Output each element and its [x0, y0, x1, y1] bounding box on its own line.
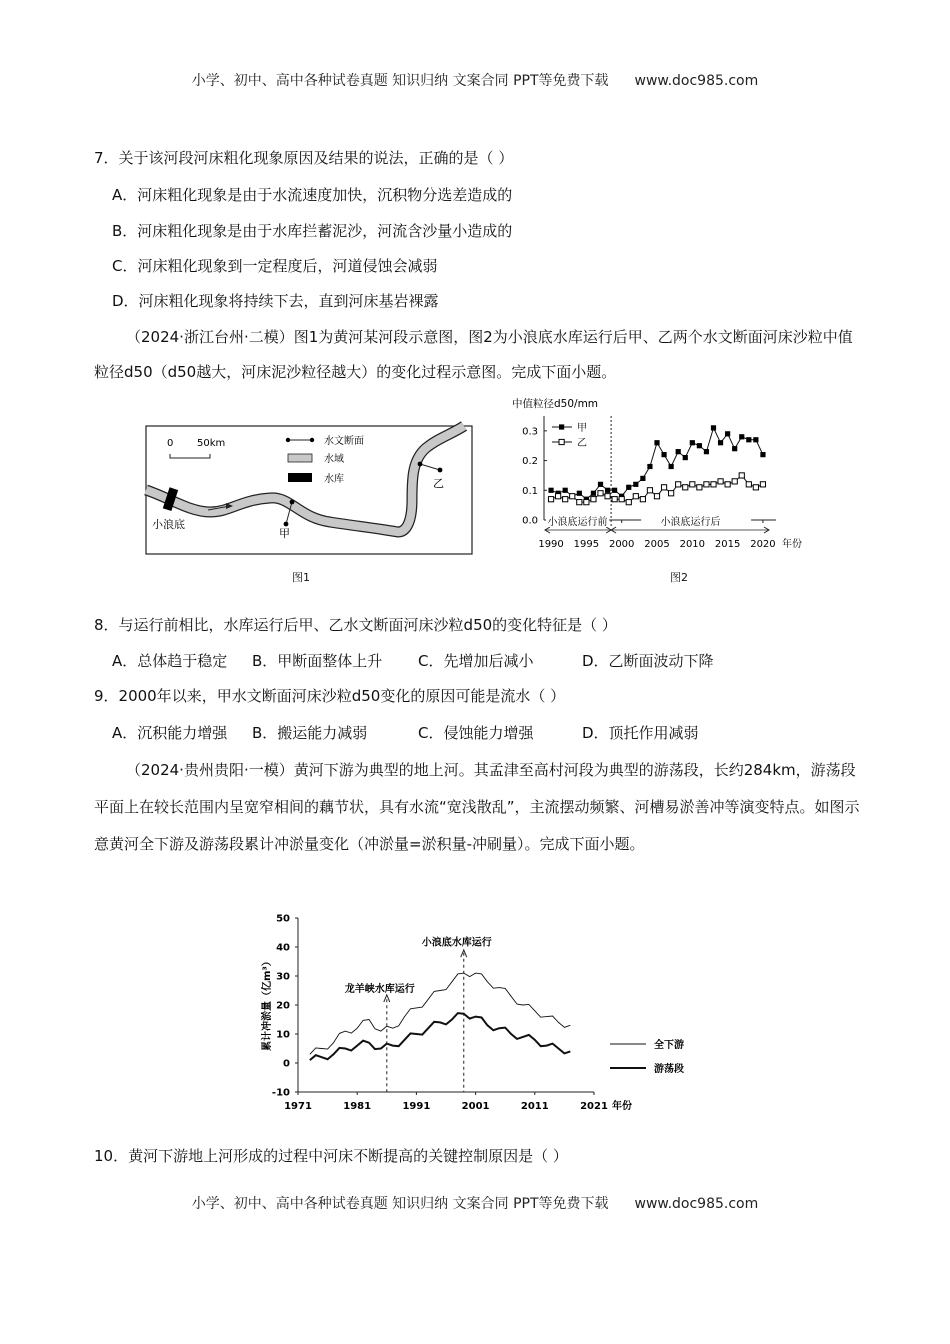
fig2-point-yi	[753, 485, 758, 490]
fig2-point-yi	[640, 497, 645, 502]
fig3-annotation-dam2: 小浪底水库运行	[421, 937, 492, 949]
fig3-x-tick-label: 2021	[580, 1101, 608, 1112]
fig2-point-jia	[704, 449, 709, 454]
fig2-point-yi	[626, 500, 631, 505]
fig2-point-jia	[676, 449, 681, 454]
fig2-point-yi	[718, 479, 723, 484]
fig2-y-tick-label: 0.3	[522, 426, 538, 438]
q9-stem: 9．2000年以来，甲水文断面河床沙粒d50变化的原因可能是流水（ ）	[94, 687, 566, 705]
legend-station: 水文断面	[324, 436, 364, 447]
figure-1-map	[140, 420, 480, 560]
fig2-x-tick-label: 2000	[608, 539, 635, 550]
fig2-point-yi	[683, 485, 688, 490]
fig2-x-tick-label: 1990	[538, 539, 564, 550]
fig2-period-after: 小浪底运行后	[660, 517, 721, 528]
fig3-legend-label: 游荡段	[654, 1064, 684, 1075]
fig2-point-jia	[661, 452, 666, 457]
fig2-point-yi	[584, 500, 589, 505]
fig2-point-yi	[711, 482, 716, 487]
fig2-point-yi	[570, 494, 575, 499]
dam-label: 小浪底	[152, 518, 185, 531]
q7-option-d[interactable]: D．河床粗化现象将持续下去，直到河床基岩裸露	[112, 292, 439, 310]
q10-stem: 10．黄河下游地上河形成的过程中河床不断提高的关键控制原因是（ ）	[94, 1147, 568, 1165]
q8-option-a[interactable]: A．总体趋于稳定	[112, 652, 228, 670]
figure-2-caption: 图2	[670, 571, 688, 584]
fig2-point-yi	[732, 479, 737, 484]
fig2-point-yi	[690, 482, 695, 487]
scale-label: 50km	[197, 438, 226, 449]
q8-option-d[interactable]: D．乙断面波动下降	[582, 652, 714, 670]
fig3-x-tick-label: 1991	[402, 1101, 431, 1112]
station-jia-label: 甲	[279, 527, 290, 540]
fig2-point-yi	[697, 485, 702, 490]
footer-url[interactable]: www.doc985.com	[634, 1196, 759, 1212]
fig2-point-yi	[669, 491, 674, 496]
fig2-point-yi	[563, 497, 568, 502]
q8-option-c[interactable]: C．先增加后减小	[418, 652, 534, 670]
fig2-point-jia	[563, 488, 568, 493]
station-jia	[284, 522, 289, 527]
q8-stem: 8．与运行前相比，水库运行后甲、乙水文断面河床沙粒d50的变化特征是（ ）	[94, 616, 617, 634]
q8-option-b[interactable]: B．甲断面整体上升	[252, 652, 383, 670]
fig2-point-jia	[605, 488, 610, 493]
fig2-point-yi	[647, 488, 652, 493]
fig2-point-jia	[548, 488, 553, 493]
fig2-point-yi	[661, 485, 666, 490]
fig2-point-yi	[739, 473, 744, 478]
fig2-legend-label: 乙	[577, 438, 587, 449]
intro-paragraph-2: （2024·贵州贵阳·一模）黄河下游为典型的地上河。其孟津至高村河段为典型的游荡段，长约284km，游荡段平面上在较长范围内呈宽窄相间的藕节状，具有水流“宽浅散乱”，主流摆动频繁、河槽易淤善冲等演变特点。如图示意黄河全下游及游荡段累计冲淤量变化（冲淤量=淤积量-冲刷量）。完成下面小题。	[94, 761, 860, 853]
fig2-x-tick-label: 2010	[679, 539, 706, 550]
footer-text: 小学、初中、高中各种试卷真题 知识归纳 文案合同 PPT等免费下载	[191, 1196, 609, 1212]
page-footer	[0, 1193, 950, 1213]
fig2-point-jia	[725, 431, 730, 436]
fig3-y-tick-label: 50	[276, 913, 290, 925]
header-url[interactable]: www.doc985.com	[634, 73, 759, 89]
fig3-ylabel: 累计冲淤量（亿m³）	[262, 956, 273, 1051]
legend-station-icon	[286, 438, 290, 442]
q9-option-b[interactable]: B．搬运能力减弱	[252, 724, 368, 742]
station-yi	[438, 468, 443, 473]
fig3-x-tick-label: 1971	[284, 1101, 312, 1112]
fig3-x-tick-label: 2001	[461, 1101, 490, 1112]
q7-option-c[interactable]: C．河床粗化现象到一定程度后，河道侵蚀会减弱	[112, 257, 438, 275]
fig2-point-jia	[612, 488, 617, 493]
fig2-xlabel: 年份	[782, 539, 802, 550]
fig2-point-jia	[711, 425, 716, 430]
fig2-point-jia	[626, 485, 631, 490]
fig2-y-tick-label: 0.2	[522, 456, 538, 468]
fig2-legend-filled-square-icon	[559, 424, 564, 429]
fig2-point-jia	[690, 440, 695, 445]
fig2-point-jia	[669, 464, 674, 469]
intro-paragraph-1: （2024·浙江台州·二模）图1为黄河某河段示意图，图2为小浪底水库运行后甲、乙两个水文断面河床沙粒中值粒径d50（d50越大，河床泥沙粒径越大）的变化过程示意图。完成下面小题。	[94, 328, 853, 381]
fig3-x-tick-label: 2011	[520, 1101, 549, 1112]
fig3-legend-label: 全下游	[654, 1040, 684, 1051]
fig2-point-jia	[647, 464, 652, 469]
fig3-y-tick-label: 40	[276, 942, 290, 954]
fig2-point-yi	[605, 494, 610, 499]
fig3-line-wandering	[310, 1013, 570, 1060]
fig2-point-jia	[753, 437, 758, 442]
fig2-point-yi	[725, 482, 730, 487]
fig2-point-yi	[619, 497, 624, 502]
fig2-point-yi	[633, 494, 638, 499]
fig3-y-tick-label: -10	[271, 1087, 290, 1099]
fig3-y-tick-label: 30	[276, 971, 290, 983]
fig2-point-yi	[548, 497, 553, 502]
fig2-point-yi	[598, 491, 603, 496]
fig2-point-jia	[739, 434, 744, 439]
legend-reservoir-icon	[288, 473, 312, 482]
figure-3-chart	[254, 906, 734, 1124]
fig2-x-tick-label: 2015	[714, 539, 741, 550]
fig2-ylabel: 中值粒径d50/mm	[512, 398, 599, 410]
fig2-point-jia	[732, 446, 737, 451]
fig2-x-tick-label: 2005	[644, 539, 670, 550]
figure-2-chart	[508, 392, 820, 560]
fig2-y-tick-label: 0.1	[522, 485, 538, 497]
legend-reservoir: 水库	[324, 474, 344, 485]
fig2-point-yi	[591, 497, 596, 502]
fig2-point-yi	[746, 482, 751, 487]
fig3-xlabel: 年份	[612, 1101, 632, 1112]
fig2-x-tick-label: 1995	[573, 539, 600, 550]
page-header	[0, 70, 950, 90]
figure-1-caption: 图1	[292, 571, 310, 584]
q7-option-a[interactable]: A．河床粗化现象是由于水流速度加快，沉积物分选差造成的	[112, 186, 513, 204]
fig2-point-yi	[577, 500, 582, 505]
legend-water: 水域	[324, 454, 344, 465]
fig2-point-jia	[718, 440, 723, 445]
q7-stem: 7．关于该河段河床粗化现象原因及结果的说法，正确的是（ ）	[94, 149, 514, 167]
fig2-point-yi	[556, 494, 561, 499]
fig2-point-yi	[612, 497, 617, 502]
fig2-point-jia	[577, 491, 582, 496]
header-text: 小学、初中、高中各种试卷真题 知识归纳 文案合同 PPT等免费下载	[191, 73, 609, 89]
fig2-legend-label: 甲	[577, 423, 587, 434]
fig2-point-jia	[633, 482, 638, 487]
fig3-x-tick-label: 1981	[343, 1101, 372, 1112]
fig3-y-tick-label: 20	[276, 1000, 290, 1012]
q9-option-a[interactable]: A．沉积能力增强	[112, 724, 228, 742]
fig2-y-tick-label: 0.0	[522, 515, 538, 527]
fig3-annotation-dam1: 龙羊峡水库运行	[344, 983, 415, 995]
station-yi-label: 乙	[433, 477, 444, 490]
fig2-point-jia	[654, 440, 659, 445]
fig3-y-tick-label: 0	[283, 1058, 290, 1070]
fig2-point-jia	[591, 491, 596, 496]
fig2-legend-open-square-icon	[559, 439, 564, 444]
fig2-point-jia	[640, 476, 645, 481]
fig2-point-yi	[654, 494, 659, 499]
q7-option-b[interactable]: B．河床粗化现象是由于水库拦蓄泥沙，河流含沙量小造成的	[112, 222, 513, 240]
fig2-period-before: 小浪底运行前	[547, 517, 608, 528]
fig2-x-tick-label: 2020	[750, 539, 776, 550]
fig2-point-jia	[683, 455, 688, 460]
fig2-point-yi	[760, 482, 765, 487]
fig2-point-yi	[676, 482, 681, 487]
fig3-y-tick-label: 10	[276, 1029, 290, 1041]
legend-water-icon	[288, 454, 312, 462]
fig2-point-jia	[697, 443, 702, 448]
scale-zero: 0	[167, 438, 174, 449]
q9-option-c[interactable]: C．侵蚀能力增强	[418, 724, 534, 742]
fig2-point-jia	[760, 452, 765, 457]
fig2-point-jia	[746, 437, 751, 442]
q9-option-d[interactable]: D．顶托作用减弱	[582, 724, 699, 742]
fig2-point-jia	[598, 482, 603, 487]
fig2-point-yi	[704, 482, 709, 487]
